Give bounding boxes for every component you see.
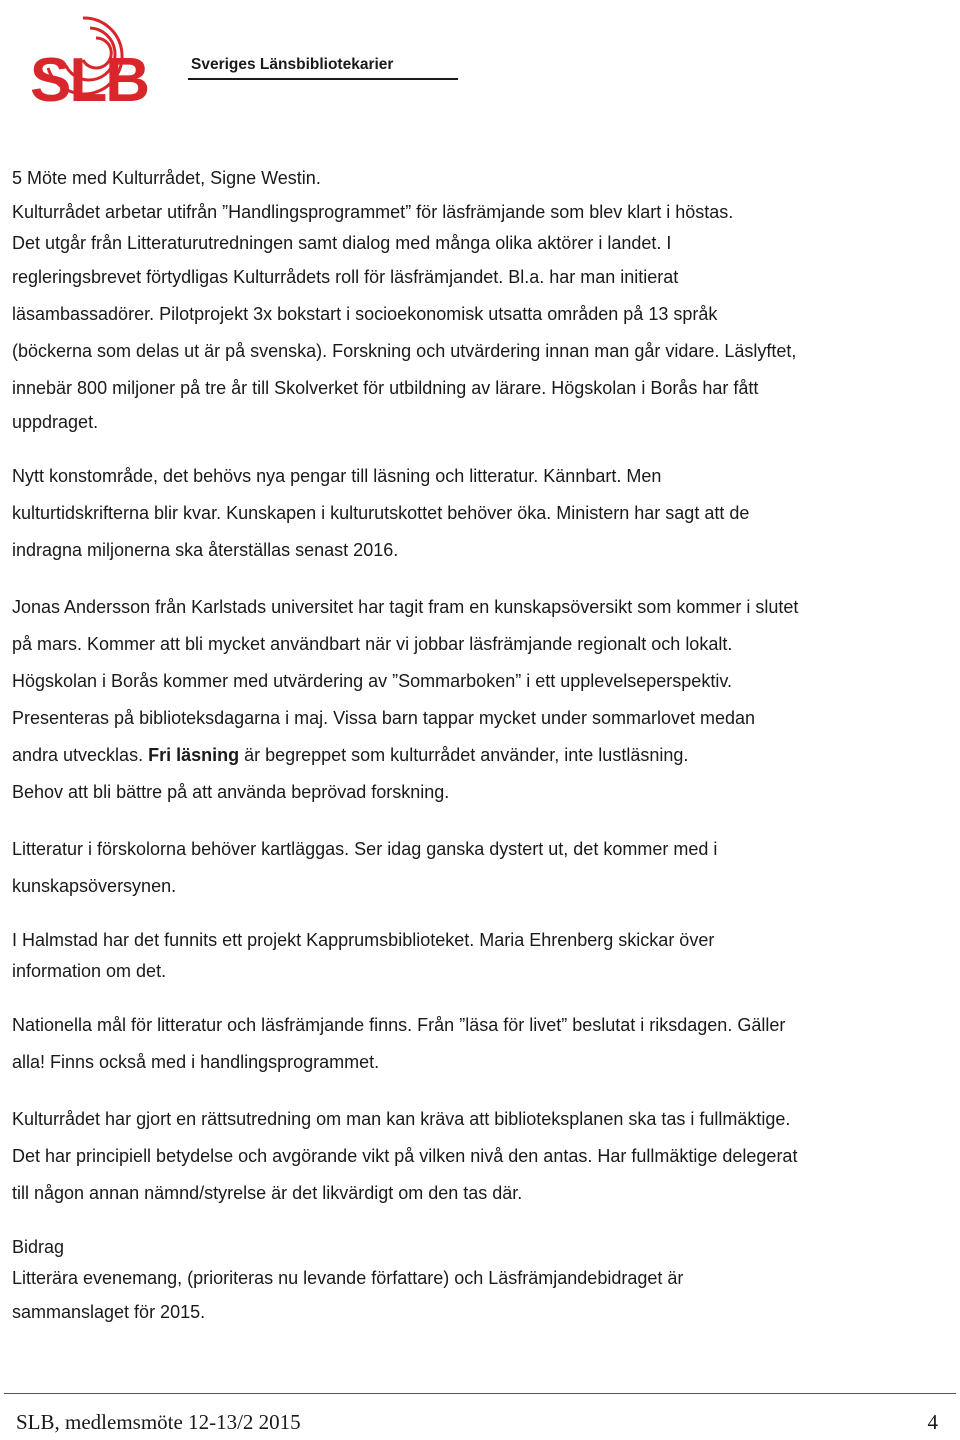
logo-divider (188, 78, 458, 80)
paragraph-line: Högskolan i Borås kommer med utvärdering av ”Sommarboken” i ett upplevelseperspektiv. (12, 671, 732, 691)
paragraph-line: till någon annan nämnd/styrelse är det likvärdigt om den tas där. (12, 1183, 523, 1203)
paragraph-line: Presenteras på biblioteksdagarna i maj. Vissa barn tappar mycket under sommarlovet medan (12, 708, 756, 728)
text-run: andra utvecklas. (12, 745, 149, 765)
slb-logo-icon (28, 8, 188, 118)
paragraph-line: Kulturrådet har gjort en rättsutredning om man kan kräva att biblioteksplanen ska tas i fullmäktige. (12, 1109, 791, 1129)
text-run: är begreppet som kulturrådet använder, inte lustläsning. (239, 745, 689, 765)
paragraph-line: innebär 800 miljoner på tre år till Skolverket för utbildning av lärare. Högskolan i Borås har fått (12, 378, 759, 398)
emphasized-term: Fri läsning (148, 745, 240, 765)
document-body (12, 160, 947, 1331)
paragraph-line: I Halmstad har det funnits ett projekt Kapprumsbiblioteket. Maria Ehrenberg skickar över (12, 930, 715, 950)
org-name: Sveriges Länsbibliotekarier (191, 56, 394, 73)
paragraph-line (12, 737, 947, 774)
paragraph-line: Behov att bli bättre på att använda beprövad forskning. (12, 782, 450, 802)
paragraph-line: Jonas Andersson från Karlstads universitet har tagit fram en kunskapsöversikt som kommer i slutet (12, 597, 799, 617)
paragraph-line: läsambassadörer. Pilotprojekt 3x bokstart i socioekonomisk utsatta områden på 13 språk (12, 304, 718, 324)
paragraph-line: information om det. (12, 961, 167, 981)
paragraph-line: Det har principiell betydelse och avgörande vikt på vilken nivå den antas. Har fullmäktige delegerat (12, 1146, 798, 1166)
paragraph-line: på mars. Kommer att bli mycket användbart när vi jobbar läsfrämjande regionalt och lokalt. (12, 634, 733, 654)
paragraph-line: alla! Finns också med i handlingsprogrammet. (12, 1052, 380, 1072)
subheading: Bidrag (12, 1237, 65, 1257)
paragraph-line: uppdraget. (12, 412, 99, 432)
section-heading: 5 Möte med Kulturrådet, Signe Westin. (12, 168, 321, 188)
paragraph-line: Litterära evenemang, (prioriteras nu levande författare) och Läsfrämjandebidraget är (12, 1268, 684, 1288)
paragraph-line: (böckerna som delas ut är på svenska). Forskning och utvärdering innan man går vidare. Läslyftet, (12, 341, 797, 361)
paragraph-line: indragna miljonerna ska återställas senast 2016. (12, 540, 399, 560)
paragraph-line: kulturtidskrifterna blir kvar. Kunskapen i kulturutskottet behöver öka. Ministern har sagt att de (12, 503, 750, 523)
paragraph-line: regleringsbrevet förtydligas Kulturrådets roll för läsfrämjandet. Bl.a. har man initierat (12, 267, 679, 287)
footer-divider (4, 1393, 956, 1394)
paragraph-line: Nytt konstområde, det behövs nya pengar till läsning och litteratur. Kännbart. Men (12, 466, 662, 486)
paragraph-line: Nationella mål för litteratur och läsfrämjande finns. Från ”läsa för livet” beslutat i riksdagen. Gäller (12, 1015, 786, 1035)
footer-meeting: SLB, medlemsmöte 12-13/2 2015 (16, 1410, 301, 1434)
paragraph-line: Det utgår från Litteraturutredningen samt dialog med många olika aktörer i landet. I (12, 233, 672, 253)
paragraph-line: Litteratur i förskolorna behöver kartläggas. Ser idag ganska dystert ut, det kommer med i (12, 839, 718, 859)
paragraph-line: Kulturrådet arbetar utifrån ”Handlingsprogrammet” för läsfrämjande som blev klart i höstas. (12, 202, 734, 222)
page-number: 4 (927, 1410, 938, 1434)
paragraph-line: kunskapsöversynen. (12, 876, 177, 896)
header (28, 8, 448, 118)
paragraph-line: sammanslaget för 2015. (12, 1302, 206, 1322)
logo-letters: SLB (30, 46, 148, 115)
